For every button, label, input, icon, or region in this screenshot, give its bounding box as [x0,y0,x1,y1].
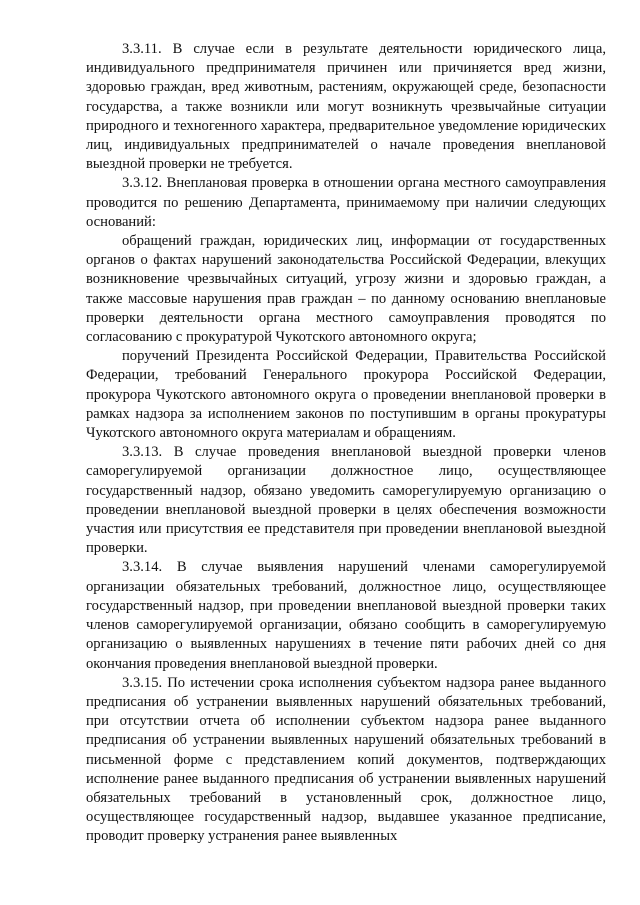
paragraph-3-3-12: 3.3.12. Внеплановая проверка в отношении органа местного самоуправления проводится по решению Департамента, принимаемому при наличии следующих оснований: [86,175,606,230]
paragraph-3-3-13: 3.3.13. В случае проведения внеплановой выездной проверки членов саморегулируемой организации должностное лицо, осуществляющее государственный надзор, обязано уведомить саморегулируемую организацию о проведении внеплановой выездной проверки в целях обеспечения возможности участия или присутствия ее представителя при проведении внеплановой выездной проверки. [86,444,606,557]
paragraph-grounds-appeals: обращений граждан, юридических лиц, информации от государственных органов о фактах нарушений законодательства Российской Федерации, влекущих возникновение чрезвычайных ситуаций, угрозу жизни и здоровью граждан, а также массовые нарушения прав граждан – по данному основанию внеплановые проверки деятельности органа местного самоуправления проводятся по согласованию с прокуратурой Чукотского автономного округа; [86,233,606,346]
paragraph-3-3-15: 3.3.15. По истечении срока исполнения субъектом надзора ранее выданного предписания об устранении выявленных нарушений обязательных требований, при отсутствии отчета об исполнении субъектом надзора ранее выданного предписания об устранении выявленных нарушений обязательных требований в письменной форме с представлением копий документов, подтверждающих исполнение ранее выданного предписания об устранении выявленных нарушений обязательных требований в установленный срок, должностное лицо, осуществляющее государственный надзор, выдавшее указанное предписание, проводит проверку устранения ранее выявленных [86,674,606,845]
paragraph-3-3-11: 3.3.11. В случае если в результате деятельности юридического лица, индивидуального предпринимателя причинен или причиняется вред жизни, здоровью граждан, вред животным, растениям, окружающей среде, безопасности государства, а также возникли или могут возникнуть чрезвычайные ситуации природного и техногенного характера, предварительное уведомление юридических лиц, индивидуальных предпринимателей о начале проведения внеплановой выездной проверки не требуется. [86,41,606,173]
paragraph-3-3-14: 3.3.14. В случае выявления нарушений членами саморегулируемой организации обязательных требований, должностное лицо, осуществляющее государственный надзор, при проведении внеплановой выездной проверки таких членов саморегулируемой организации, обязано сообщить в саморегулируемую организацию о выявленных нарушениях в течение пяти рабочих дней со дня окончания проведения внеплановой выездной проверки. [86,559,606,672]
paragraph-grounds-orders: поручений Президента Российской Федерации, Правительства Российской Федерации, требований Генерального прокурора Российской Федерации, прокурора Чукотского автономного округа о проведении внеплановой проверки в рамках надзора за исполнением законов по поступившим в органы прокуратуры Чукотского автономного округа материалам и обращениям. [86,348,606,442]
